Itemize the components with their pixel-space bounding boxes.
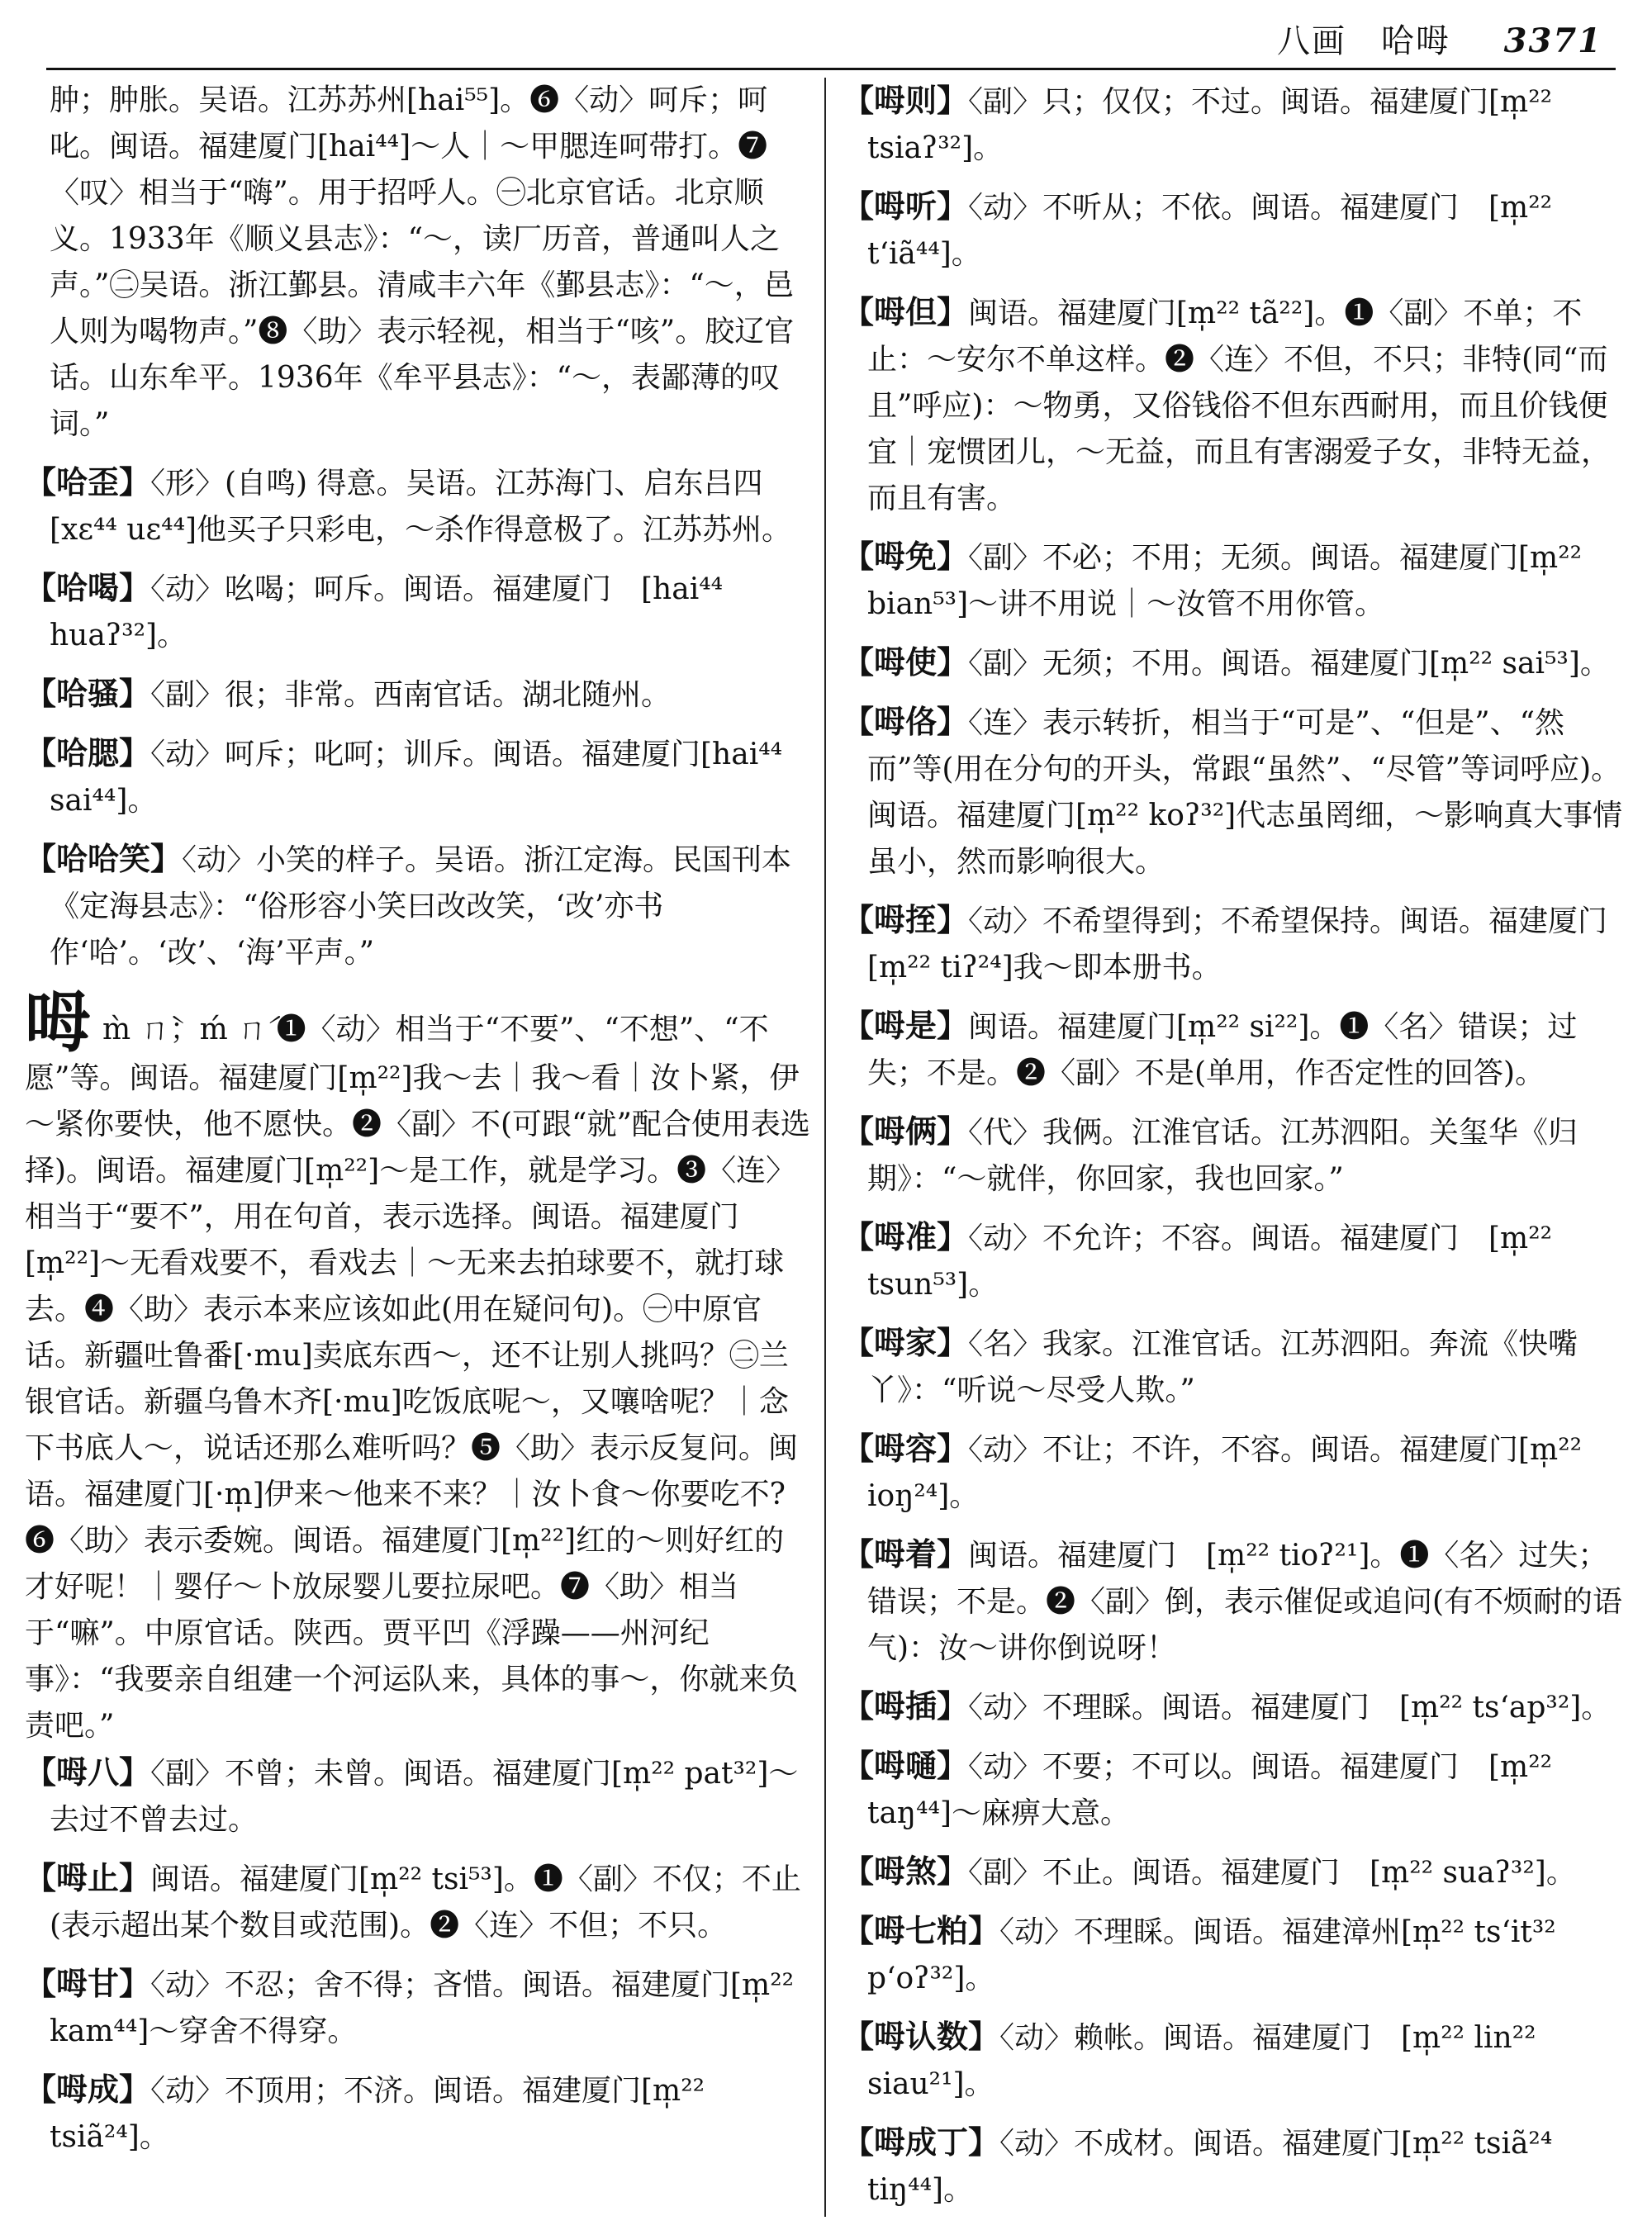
entry-text: 〈动〉不允许；不容。闽语。福建厦门 [m̩²² tsun⁵³]。 [867,1222,1553,1302]
entry-text: 〈动〉不顶用；不济。闽语。福建厦门[m̩²² tsiã²⁴]。 [50,2074,705,2154]
entry-headword: 【呣准】 [843,1218,969,1255]
entry-text: 〈动〉不理睬。闽语。福建厦门 [m̩²² tsʻap³²]。 [968,1691,1612,1725]
entry [843,1214,1634,1308]
entry-headword: 【呣插】 [843,1687,969,1725]
entry [843,1320,1634,1414]
entry-text: 〈名〉我家。江淮官话。江苏泗阳。奔流《快嘴丫》：“听说～尽受人欺。” [867,1327,1578,1407]
entry-headword: 【呣成丁】 [843,2123,1000,2161]
entry-text: 〈动〉不理睬。闽语。福建漳州[m̩²² tsʻit³² pʻoʔ³²]。 [867,1915,1556,1995]
entry [843,1108,1634,1203]
entry [843,2014,1634,2108]
right-column [843,78,1634,2225]
entry [25,1749,814,1843]
entry-headword: 【呣认数】 [843,2018,1000,2055]
entry-text: 〈副〉不必；不用；无须。闽语。福建厦门[m̩²² bian⁵³]～讲不用说｜～汝管不用你管。 [867,541,1583,621]
entry [25,730,814,824]
entry-text: 闽语。福建厦门[m̩²² si²²]。❶〈名〉错误；过失；不是。❷〈副〉不是(单用，作否定性的回答)。 [867,1010,1578,1090]
entry [843,1426,1634,1520]
entry-headword: 【呣免】 [843,538,969,575]
main-character: 呣 [25,984,91,1061]
entry [843,1531,1634,1672]
entry-text: 〈副〉不曾；未曾。闽语。福建厦门[m̩²² pat³²]～去过不曾去过。 [50,1757,799,1837]
entry-text: 〈动〉小笑的样子。吴语。浙江定海。民国刊本《定海县志》：“俗形容小笑曰改改笑，‘改’亦书作‘哈’。‘改’、‘海’平声。” [50,843,792,970]
entry [843,1003,1634,1097]
entry-text: 〈副〉只；仅仅；不过。闽语。福建厦门[m̩²² tsiaʔ³²]。 [867,85,1553,165]
entry-headword: 【呣嗵】 [843,1747,969,1784]
entry-text: 〈动〉赖帐。闽语。福建厦门 [m̩²² lin²² siau²¹]。 [867,2021,1536,2101]
entry-text: 〈动〉不要；不可以。闽语。福建厦门 [m̩²² taŋ⁴⁴]～麻痹大意。 [867,1750,1553,1830]
entry-headword: 【呣甘】 [25,1965,151,2002]
entry [25,1961,814,2055]
entry-headword: 【呣使】 [843,643,969,681]
entry-headword: 【哈歪】 [25,463,151,501]
entry-headword: 【呣成】 [25,2071,151,2108]
page-number: 3371 [1503,21,1602,60]
entry-headword: 【呣家】 [843,1324,969,1361]
main-character-definition: ❶〈动〉相当于“不要”、“不想”、“不愿”等。闽语。福建厦门[m̩²²]我～去｜我～看｜汝卜紧，伊～紧你要快，他不愿快。❷〈副〉不(可跟“就”配合使用表选择)。闽语。福建厦门[m̩²²]～是工作，就是学习。❸〈连〉相当于“要不”，用在句首，表示选择。闽语。福建厦门[m̩²²]～无看戏要不，看戏去｜～无来去拍球要不，就打球去。❹〈助〉表示本来应该如此(用在疑问句)。㊀中原官话。新疆吐鲁番[·mu]卖底东西～，还不让别人挑吗？㊁兰银官话。新疆乌鲁木齐[·mu]吃饭底呢～，又嚷啥呢？｜念下书底人～，说话还那么难听吗？❺〈助〉表示反复问。闽语。福建厦门[·m̩]伊来～他来不来？｜汝卜食～你要吃不?❻〈助〉表示委婉。闽语。福建厦门[m̩²²]红的～则好红的才好呢！｜婴仔～卜放尿婴儿要拉尿吧。❼〈助〉相当于“嘛”。中原官话。陕西。贾平凹《浮躁——州河纪事》：“我要亲自组建一个河运队来，具体的事～，你就来负责吧。” [25,1013,810,1743]
entry [25,459,814,553]
page-header [1277,15,1602,62]
entry [843,1908,1634,2002]
entry [25,836,814,976]
entry-text: 〈副〉很；非常。西南官话。湖北随州。 [150,678,672,712]
entry-text: 〈动〉不让；不许，不容。闽语。福建厦门[m̩²² ioŋ²⁴]。 [867,1433,1583,1513]
entry-headword: 【哈哈笑】 [25,840,183,877]
entry-headword: 【哈腮】 [25,734,151,771]
entry [843,183,1634,278]
entry-headword: 【呣则】 [843,82,969,119]
entry-headword: 【呣是】 [843,1007,969,1044]
entry-text: 闽语。福建厦门 [m̩²² tioʔ²¹]。❶〈名〉过失；错误；不是。❷〈副〉倒，表示催促或追问(有不烦耐的语气)：汝～讲你倒说呀！ [867,1539,1623,1665]
entry-text: 〈代〉我俩。江淮官话。江苏泗阳。关玺华《归期》：“～就伴，你回家，我也回家。” [867,1116,1578,1196]
entry-headword: 【呣佫】 [843,703,969,740]
entry [843,897,1634,991]
continued-entry-text: 肿；肿胀。吴语。江苏苏州[hai⁵⁵]。❻〈动〉呵斥；呵叱。闽语。福建厦门[hai⁴⁴]～人｜～甲腮连呵带打。❼〈叹〉相当于“嗨”。用于招呼人。㊀北京官话。北京顺义。1933年《顺义县志》：“～，读厂历音，普通叫人之声。”㊁吴语。浙江鄞县。清咸丰六年《鄞县志》：“～，邑人则为喝物声。”❽〈助〉表示轻视，相当于“咳”。胶辽官话。山东牟平。1936年《牟平县志》：“～，表鄙薄的叹词。” [50,83,795,441]
entry-headword: 【呣煞】 [843,1853,969,1890]
section-title: 八画 哈呣 [1276,22,1450,60]
entry-text: 闽语。福建厦门[m̩²² tã²²]。❶〈副〉不单；不止：～安尔不单这样。❷〈连〉不但，不只；非特(同“而且”呼应)：～物勇，又俗钱俗不但东西耐用，而且价钱便宜｜宠惯团儿，～无益，而且有害溺爱子女，非特无益，而且有害。 [867,297,1612,515]
entry-text: 〈动〉呵斥；叱呵；训斥。闽语。福建厦门[hai⁴⁴ sai⁴⁴]。 [50,738,783,818]
entry-headword: 【呣着】 [843,1535,969,1573]
column-divider [824,78,826,2217]
entry [843,2119,1634,2213]
entry [843,289,1634,522]
entry-headword: 【呣八】 [25,1753,151,1791]
entry [25,1855,814,1949]
entry-headword: 【呣七粕】 [843,1912,1000,1949]
entry-headword: 【哈喝】 [25,569,151,606]
entry-text: 〈动〉不希望得到；不希望保持。闽语。福建厦门[m̩²² tiʔ²⁴]我～即本册书。 [867,904,1608,985]
entry-headword: 【呣容】 [843,1430,969,1467]
left-column [25,78,814,2172]
entry-text: 〈动〉不听从；不依。闽语。福建厦门 [m̩²² tʻiã⁴⁴]。 [867,191,1553,271]
entry [25,565,814,659]
entry-headword: 【呣但】 [843,293,969,330]
entry [843,1683,1634,1731]
entry-headword: 【呣听】 [843,187,969,225]
entry [843,534,1634,628]
entry-headword: 【呣止】 [25,1859,151,1896]
entry [843,78,1634,172]
entry [843,1848,1634,1896]
entry-text: 〈动〉不忍；舍不得；吝惜。闽语。福建厦门[m̩²² kam⁴⁴]～穿舍不得穿。 [50,1968,795,2048]
entry-text: 〈副〉无须；不用。闽语。福建厦门[m̩²² sai⁵³]。 [968,647,1610,681]
entry [843,699,1634,885]
entry [25,671,814,719]
entry [25,2066,814,2161]
entry-text: 〈副〉不止。闽语。福建厦门 [m̩²² suaʔ³²]。 [968,1856,1576,1890]
entry-headword: 【呣俩】 [843,1113,969,1150]
entry-headword: 【哈骚】 [25,675,151,712]
entry-text: 〈连〉表示转折，相当于“可是”、“但是”、“然而”等(用在分句的开头，常跟“虽然”、“尽管”等词呼应)。闽语。福建厦门[m̩²² koʔ³²]代志虽罔细，～影响真大事情虽小，然而影响很大。 [867,706,1623,879]
main-character-pronunciation: m̀ ㄇ̀；ḿ ㄇ́ [102,1013,268,1046]
entry-text: 〈动〉吆喝；呵斥。闽语。福建厦门 [hai⁴⁴ huaʔ³²]。 [50,572,724,652]
entry-text: 闽语。福建厦门[m̩²² tsi⁵³]。❶〈副〉不仅；不止(表示超出某个数目或范围)。❷〈连〉不但；不只。 [50,1862,801,1943]
entry [843,1743,1634,1837]
entry-text: 〈动〉不成材。闽语。福建厦门[m̩²² tsiã²⁴ tiŋ⁴⁴]。 [867,2127,1553,2207]
entry-text: 〈形〉(自鸣) 得意。吴语。江苏海门、启东吕四[xɛ⁴⁴ uɛ⁴⁴]他买子只彩电，～杀作得意极了。江苏苏州。 [50,467,792,547]
entry-headword: 【呣挃】 [843,901,969,938]
entry [843,639,1634,687]
main-character-entry [25,984,814,1749]
header-rule [46,68,1616,70]
